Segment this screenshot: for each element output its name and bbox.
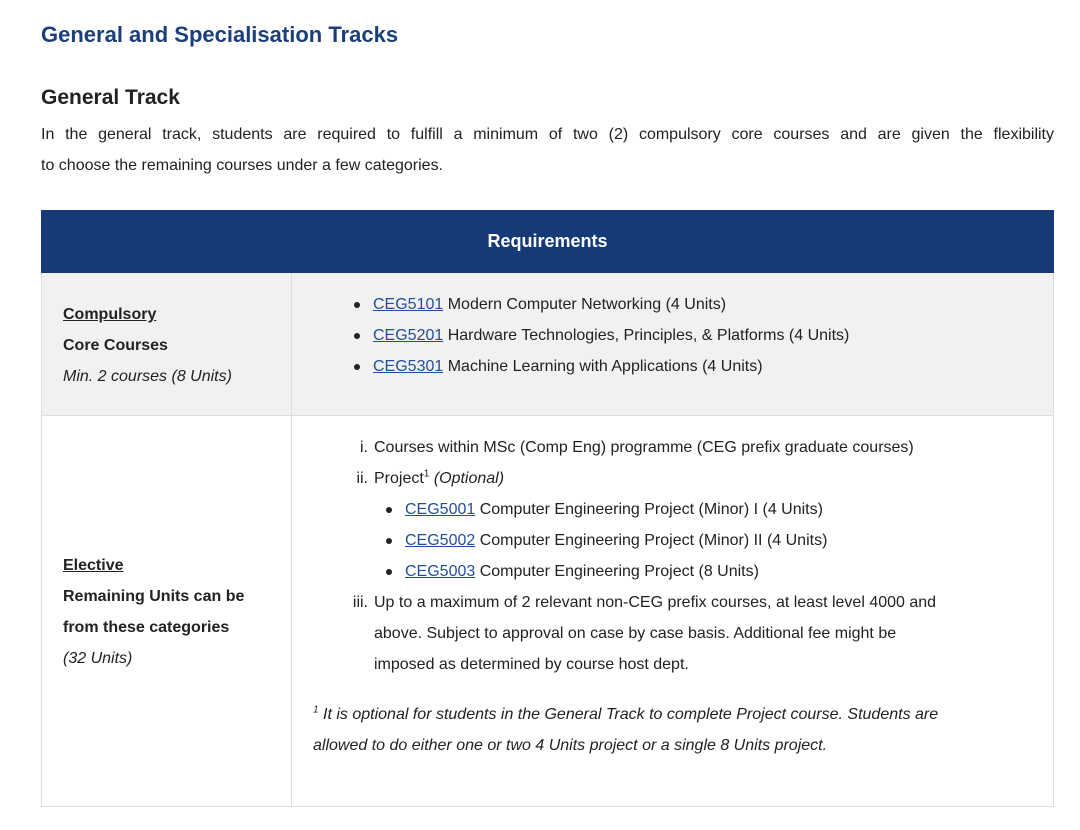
elective-sub-line: Remaining Units can be <box>63 588 245 605</box>
elective-label-cell <box>42 416 292 807</box>
requirements-header: Requirements <box>42 211 1054 273</box>
footnote-marker: 1 <box>423 468 430 480</box>
course-title: Hardware Technologies, Principles, & Platforms (4 Units) <box>447 327 850 344</box>
core-label-cell <box>42 273 292 416</box>
optional-label: (Optional) <box>433 470 505 487</box>
elective-label <box>63 550 244 674</box>
text-line: above. Subject to approval on case by case basis. Additional fee might be <box>374 625 897 642</box>
course-title: Computer Engineering Project (Minor) II (4 Units) <box>479 532 828 549</box>
course-title: Machine Learning with Applications (4 Units) <box>447 358 763 375</box>
course-link-ceg5101[interactable]: CEG5101 <box>373 296 444 313</box>
core-label <box>63 299 232 392</box>
list-item <box>354 351 849 382</box>
course-title: Modern Computer Networking (4 Units) <box>447 296 727 313</box>
core-content-cell <box>292 273 1054 416</box>
course-title: Computer Engineering Project (Minor) I (4 Units) <box>479 501 823 518</box>
footnote-line <box>313 699 1028 730</box>
intro-line: to choose the remaining courses under a few categories. <box>41 157 444 174</box>
elective-note: (32 Units) <box>63 650 133 667</box>
category-text: Courses within MSc (Comp Eng) programme (CEG prefix graduate courses) <box>374 439 914 456</box>
core-sub: Core Courses <box>63 337 168 354</box>
core-heading: Compulsory <box>63 306 157 323</box>
category-text <box>374 463 1019 494</box>
text-line: Up to a maximum of 2 relevant non-CEG prefix courses, at least level 4000 and <box>374 594 937 611</box>
elective-sub-line: from these categories <box>63 619 230 636</box>
elective-heading: Elective <box>63 557 124 574</box>
course-link-ceg5002[interactable]: CEG5002 <box>405 532 476 549</box>
table-row-core <box>42 273 1054 416</box>
track-title: General Track <box>41 86 180 109</box>
intro-paragraph <box>41 119 1054 181</box>
course-link-ceg5001[interactable]: CEG5001 <box>405 501 476 518</box>
roman-numeral: iii. <box>352 594 368 611</box>
section-title: General and Specialisation Tracks <box>41 22 399 47</box>
course-link-ceg5003[interactable]: CEG5003 <box>405 563 476 580</box>
elective-content-cell <box>292 416 1054 807</box>
footnote-text: It is optional for students in the General Track to complete Project course. Students are <box>323 706 939 723</box>
footnote-marker: 1 <box>313 704 319 716</box>
list-item <box>384 494 1019 525</box>
list-item <box>354 320 849 351</box>
table-row-elective <box>42 416 1054 807</box>
category-text <box>374 587 1019 680</box>
project-footnote <box>313 699 1028 761</box>
list-item <box>384 525 1019 556</box>
project-label: Project <box>374 470 424 487</box>
list-item <box>354 289 849 320</box>
core-note: Min. 2 courses (8 Units) <box>63 368 232 385</box>
course-link-ceg5301[interactable]: CEG5301 <box>373 358 444 375</box>
intro-line: In the general track, students are required to fulfill a minimum of two (2) compulsory core courses and are given the flexibility <box>41 126 1054 143</box>
list-item <box>332 463 1019 587</box>
course-link-ceg5201[interactable]: CEG5201 <box>373 327 444 344</box>
roman-numeral: i. <box>360 439 368 456</box>
project-course-list <box>384 494 1019 587</box>
requirements-table <box>41 210 1054 807</box>
core-course-list <box>354 289 849 382</box>
course-title: Computer Engineering Project (8 Units) <box>479 563 759 580</box>
text-line: imposed as determined by course host dept. <box>374 656 689 673</box>
list-item <box>332 432 1019 463</box>
list-item <box>332 587 1019 680</box>
elective-category-list <box>332 432 1019 680</box>
list-item <box>384 556 1019 587</box>
footnote-line: allowed to do either one or two 4 Units project or a single 8 Units project. <box>313 737 828 754</box>
roman-numeral: ii. <box>356 470 368 487</box>
